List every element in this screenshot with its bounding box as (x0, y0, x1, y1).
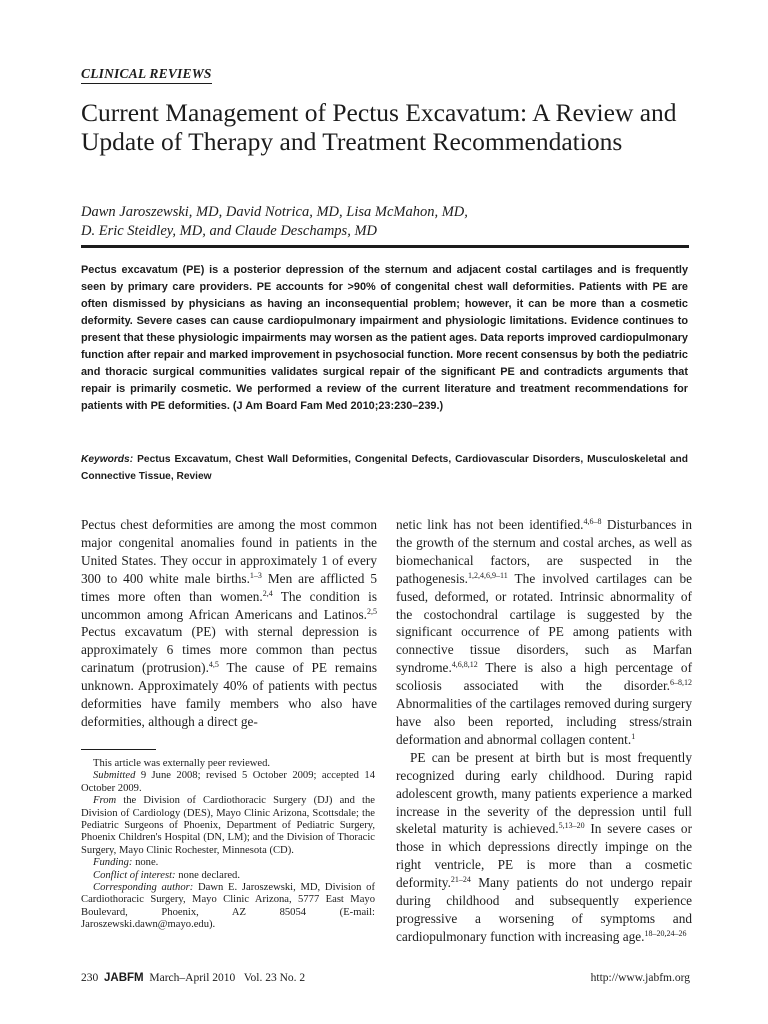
citation: 1 (631, 731, 636, 741)
citation: 4,5 (208, 660, 219, 670)
citation: 2,5 (367, 606, 377, 616)
citation: 1,2,4,6,9–11 (468, 570, 508, 580)
footnote-conflict: Conflict of interest: none declared. (93, 869, 241, 881)
author-line-2: D. Eric Steidley, MD, and Claude Deschamps, MD (81, 223, 377, 239)
body-column-right (396, 516, 692, 946)
body-column-left (81, 516, 377, 731)
journal-url[interactable]: http://www.jabfm.org (590, 972, 690, 984)
footnote-funding: Funding: none. (93, 857, 159, 869)
footnote-submitted: Submitted 9 June 2008; revised 5 October 2009; accepted 14 October 2009. (81, 770, 375, 794)
section-label: CLINICAL REVIEWS (81, 66, 212, 84)
keywords-text: Pectus Excavatum, Chest Wall Deformities, Congenital Defects, Cardiovascular Disorders, Musculoskeletal and Connective Tissue, Review (81, 454, 688, 482)
author-line-1: Dawn Jaroszewski, MD, David Notrica, MD, Lisa McMahon, MD, (81, 204, 468, 220)
citation: 18–20,24–26 (644, 928, 687, 938)
footnote-review: This article was externally peer reviewed. (93, 758, 271, 769)
citation: 4,6,8,12 (451, 660, 478, 670)
body-paragraph: netic link has not been identified.$^{4,6-8}$ Disturbances in the growth of the sternum and costal arches, as well as biomechanical factors, are suspected in the pathogenesis.$^{1,2,4,6,9-11}$ The involved cartilages can be fused, deformed, or rotated. Intrinsic abnormality of the costochondral cartilage is suggested by the significant occurrence of PE among patients with connective tissue disorders, such as Marfan syndrome.$^{4,6,8,12}$ There is also a high percentage of scoliosis associated with the disorder.$^{6-8,12}$ Abnormalities of the cartilages removed during surgery have also been reported, including stress/strain deformation and abnormal collagen content.$^1$ (396, 517, 692, 747)
citation: 4,6–8 (583, 517, 602, 526)
keywords-label: Keywords: (81, 454, 134, 465)
body-paragraph: Pectus chest deformities are among the most common major congenital anomalies found in patients in the United States. They occur in approximately 1 of every 300 to 400 white male births.$^{1-3}$ Men are afflicted 5 times more often than women.$^{2,4}$ The condition is uncommon among African Americans and Latinos.$^{2,5}$ Pectus excavatum (PE) with sternal depression is approximately 6 times more common than pectus carinatum (protrusion).$^{4,5}$ The cause of PE remains unknown. Approximately 40% of patients with pectus deformities have family members who also have deformities, although a direct ge- (81, 517, 377, 729)
footnote-affiliation: From the Division of Cardiothoracic Surgery (DJ) and the Division of Cardiology (DES), Mayo Clinic Arizona, Scottsdale; the Pediatric Surgeons of Phoenix, Department of Pediatric Surgery, Phoenix Children's Hospital (DN, LM); and the Division of Thoracic Surgery, Mayo Clinic Rochester, Minnesota (CD). (81, 795, 375, 856)
body-paragraph: PE can be present at birth but is most frequently recognized during early childhood. During rapid adolescent growth, many patients experience a marked increase in the severity of the depression until full skeletal maturity is achieved.$^{5,13-20}$ In severe cases or those in which depressions directly impinge on the right ventricle, PE is more than a cosmetic deformity.$^{21-24}$ Many patients do not undergo repair during childhood and subsequently experience progressive a worsening of symptoms and cardiopulmonary function with increasing age.$^{18-20,24-26}$ (396, 749, 692, 944)
citation: 5,13–20 (558, 821, 585, 831)
footnote-divider (81, 749, 156, 750)
citation: 21–24 (450, 875, 471, 885)
citation: 6–8,12 (670, 678, 692, 688)
author-list (81, 203, 681, 241)
article-title: Current Management of Pectus Excavatum: A Review and Update of Therapy and Treatment Recommendations (81, 98, 677, 156)
journal-name: JABFM (104, 972, 144, 984)
issue-info: March–April 2010 Vol. 23 No. 2 (149, 972, 306, 984)
title-divider (81, 245, 689, 248)
keywords (81, 451, 688, 485)
page-footer (81, 972, 305, 984)
citation: 2,4 (262, 588, 273, 598)
page-number: 230 (81, 972, 99, 984)
footnotes (81, 758, 375, 932)
citation: 1–3 (249, 570, 262, 580)
footnote-corresponding: Corresponding author: Dawn E. Jaroszewski, MD, Division of Cardiothoracic Surgery, Mayo Clinic Arizona, 5777 East Mayo Boulevard, Phoenix, AZ 85054 (E-mail: Jaroszewski.dawn@mayo.edu). (81, 882, 375, 931)
abstract: Pectus excavatum (PE) is a posterior depression of the sternum and adjacent costal cartilages and is frequently seen by primary care providers. PE accounts for >90% of congenital chest wall deformities. Patients with PE are often dismissed by physicians as having an inconsequential problem; however, it can be more than a cosmetic deformity. Severe cases can cause cardiopulmonary impairment and physiologic limitations. Evidence continues to present that these physiologic impairments may worsen as the patient ages. Data reports improved cardiopulmonary function after repair and marked improvement in psychosocial function. More recent consensus by both the pediatric and thoracic surgical communities validates surgical repair of the significant PE and contradicts arguments that repair is primarily cosmetic. We performed a review of the current literature and treatment recommendations for patients with PE deformities. (J Am Board Fam Med 2010;23:230–239.) (81, 264, 688, 412)
